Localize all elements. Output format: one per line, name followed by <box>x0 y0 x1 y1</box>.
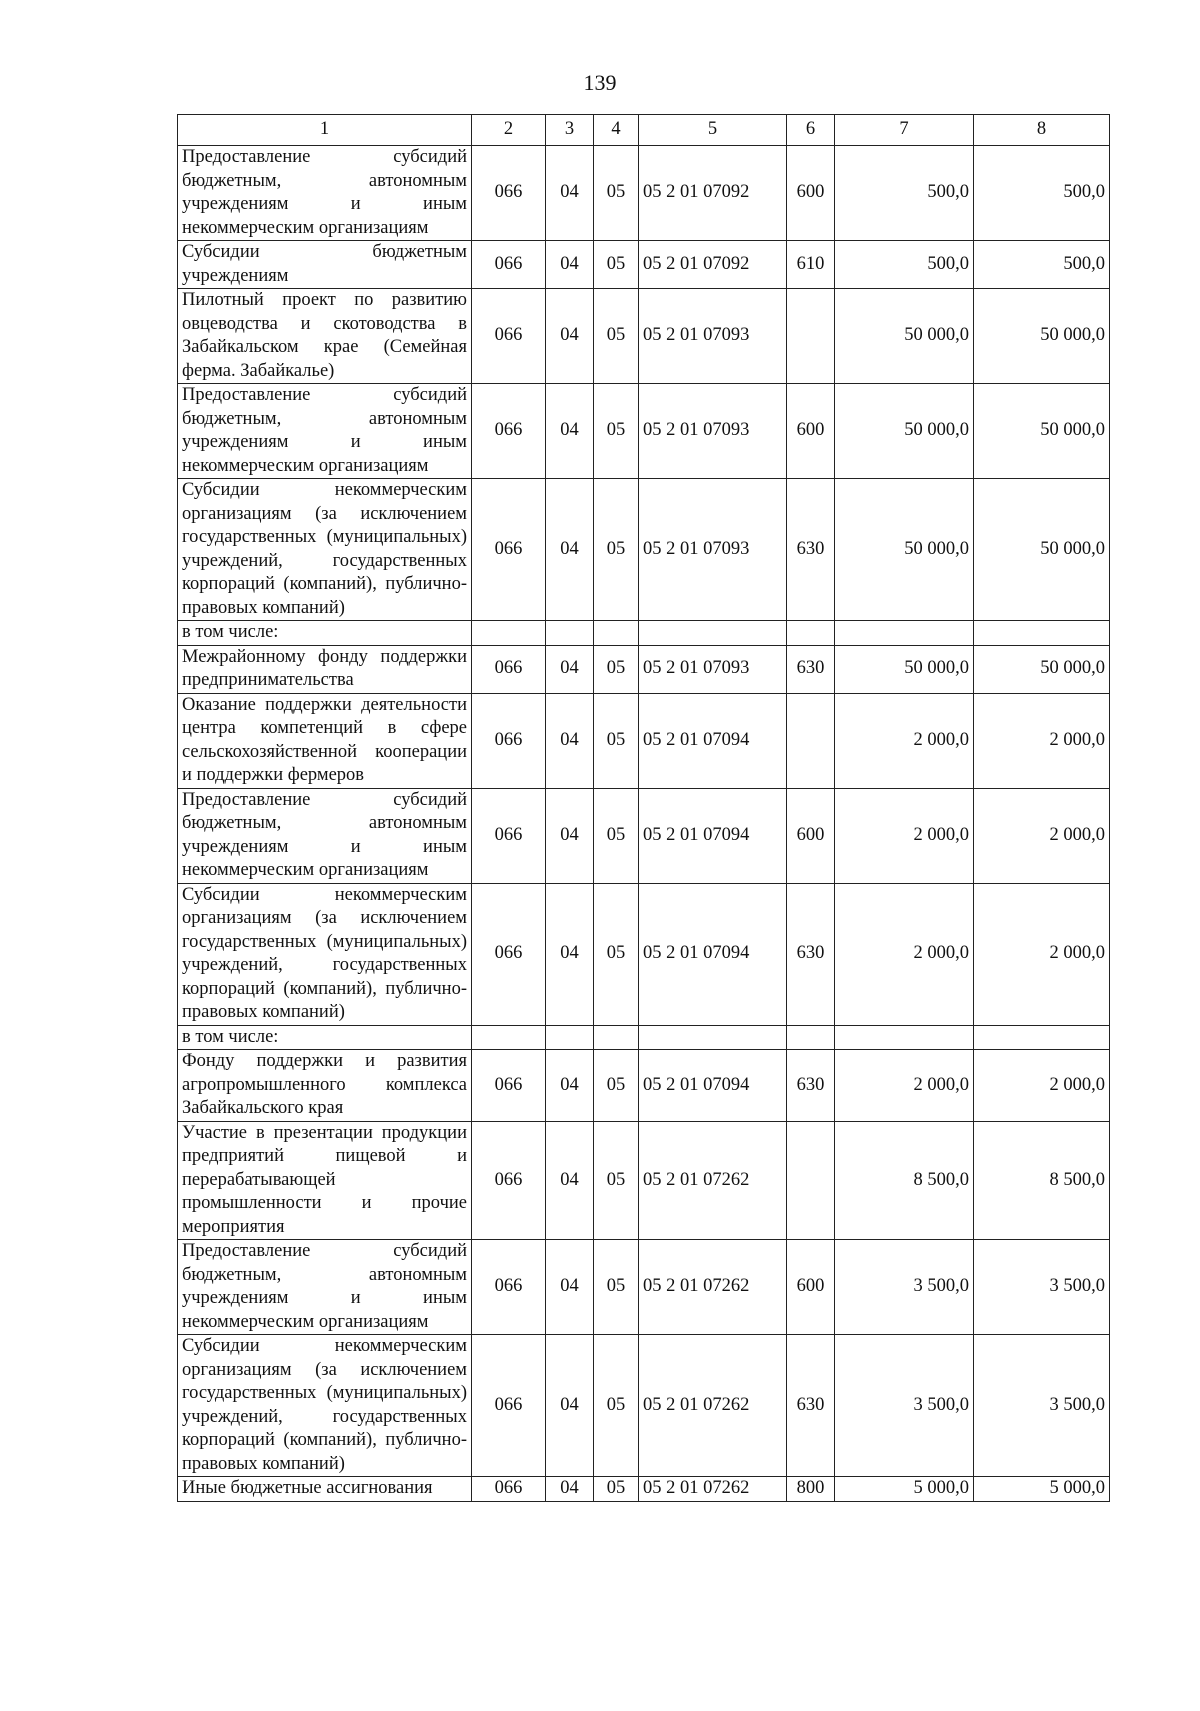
cell-ministry: 066 <box>472 1121 546 1240</box>
table-row <box>178 146 1110 241</box>
cell-sum-1: 8 500,0 <box>835 1121 974 1240</box>
cell-subsection: 05 <box>594 146 639 241</box>
cell-subsection: 05 <box>594 1477 639 1502</box>
cell-name: в том числе: <box>178 621 472 646</box>
cell-subsection: 05 <box>594 1335 639 1477</box>
cell-section: 04 <box>546 693 594 788</box>
cell-article: 05 2 01 07093 <box>639 645 787 693</box>
table-row <box>178 289 1110 384</box>
cell-section: 04 <box>546 1240 594 1335</box>
table-row <box>178 1240 1110 1335</box>
cell-sum-1: 50 000,0 <box>835 645 974 693</box>
cell-subsection: 05 <box>594 788 639 883</box>
cell-kind: 610 <box>787 241 835 289</box>
cell-sum-2: 2 000,0 <box>974 1050 1110 1122</box>
cell-subsection: 05 <box>594 693 639 788</box>
cell-kind: 630 <box>787 645 835 693</box>
table-row <box>178 621 1110 646</box>
cell-sum-2: 2 000,0 <box>974 883 1110 1025</box>
cell-kind <box>787 693 835 788</box>
cell-sum-1: 2 000,0 <box>835 693 974 788</box>
cell-ministry: 066 <box>472 693 546 788</box>
cell-name: Участие в презентации продукции предприятий пищевой и перерабатывающей промышленности и прочие мероприятия <box>178 1121 472 1240</box>
table-body <box>178 146 1110 1502</box>
cell-kind: 600 <box>787 146 835 241</box>
cell-section: 04 <box>546 645 594 693</box>
cell-sum-2: 2 000,0 <box>974 788 1110 883</box>
cell-section: 04 <box>546 1335 594 1477</box>
cell-kind: 630 <box>787 1050 835 1122</box>
cell-section: 04 <box>546 241 594 289</box>
cell-sum-1: 2 000,0 <box>835 1050 974 1122</box>
table-row <box>178 693 1110 788</box>
cell-article <box>639 621 787 646</box>
cell-ministry: 066 <box>472 241 546 289</box>
cell-sum-1 <box>835 621 974 646</box>
cell-sum-1 <box>835 1025 974 1050</box>
cell-name: Фонду поддержки и развития агропромышленного комплекса Забайкальского края <box>178 1050 472 1122</box>
cell-name: Межрайонному фонду поддержки предпринимательства <box>178 645 472 693</box>
cell-sum-1: 50 000,0 <box>835 384 974 479</box>
cell-subsection: 05 <box>594 645 639 693</box>
cell-sum-2: 2 000,0 <box>974 693 1110 788</box>
cell-article: 05 2 01 07094 <box>639 788 787 883</box>
cell-sum-2: 50 000,0 <box>974 289 1110 384</box>
cell-name: Субсидии некоммерческим организациям (за исключением государственных (муниципальных) учреждений, государственных корпораций (компаний), публично-правовых компаний) <box>178 479 472 621</box>
cell-section: 04 <box>546 289 594 384</box>
table-row <box>178 1025 1110 1050</box>
cell-sum-2: 50 000,0 <box>974 384 1110 479</box>
cell-name: Предоставление субсидий бюджетным, автономным учреждениям и иным некоммерческим организациям <box>178 1240 472 1335</box>
cell-sum-1: 500,0 <box>835 241 974 289</box>
column-header-1: 1 <box>178 115 472 146</box>
cell-ministry: 066 <box>472 384 546 479</box>
cell-article: 05 2 01 07093 <box>639 289 787 384</box>
cell-article: 05 2 01 07093 <box>639 479 787 621</box>
cell-kind: 800 <box>787 1477 835 1502</box>
cell-subsection: 05 <box>594 1121 639 1240</box>
cell-subsection: 05 <box>594 1240 639 1335</box>
cell-kind <box>787 1121 835 1240</box>
table-row <box>178 479 1110 621</box>
cell-subsection: 05 <box>594 289 639 384</box>
cell-ministry: 066 <box>472 1477 546 1502</box>
table-row <box>178 384 1110 479</box>
cell-kind <box>787 1025 835 1050</box>
cell-ministry: 066 <box>472 1240 546 1335</box>
cell-ministry: 066 <box>472 883 546 1025</box>
cell-subsection: 05 <box>594 883 639 1025</box>
column-header-6: 6 <box>787 115 835 146</box>
cell-ministry: 066 <box>472 146 546 241</box>
table-row <box>178 1335 1110 1477</box>
cell-name: Иные бюджетные ассигнования <box>178 1477 472 1502</box>
table-row <box>178 1477 1110 1502</box>
cell-section: 04 <box>546 479 594 621</box>
column-header-2: 2 <box>472 115 546 146</box>
cell-name: Субсидии некоммерческим организациям (за исключением государственных (муниципальных) учреждений, государственных корпораций (компаний), публично-правовых компаний) <box>178 1335 472 1477</box>
cell-kind <box>787 289 835 384</box>
cell-section: 04 <box>546 883 594 1025</box>
cell-subsection <box>594 1025 639 1050</box>
cell-sum-1: 3 500,0 <box>835 1240 974 1335</box>
cell-name: Субсидии некоммерческим организациям (за исключением государственных (муниципальных) учреждений, государственных корпораций (компаний), публично-правовых компаний) <box>178 883 472 1025</box>
budget-table <box>177 114 1110 1502</box>
cell-sum-2 <box>974 1025 1110 1050</box>
cell-subsection <box>594 621 639 646</box>
header-row <box>178 115 1110 146</box>
cell-section: 04 <box>546 384 594 479</box>
cell-section: 04 <box>546 1121 594 1240</box>
cell-subsection: 05 <box>594 384 639 479</box>
cell-ministry: 066 <box>472 1335 546 1477</box>
cell-name: Предоставление субсидий бюджетным, автономным учреждениям и иным некоммерческим организациям <box>178 146 472 241</box>
cell-sum-2: 50 000,0 <box>974 479 1110 621</box>
cell-ministry: 066 <box>472 1050 546 1122</box>
cell-sum-2: 8 500,0 <box>974 1121 1110 1240</box>
cell-name: Пилотный проект по развитию овцеводства и скотоводства в Забайкальском крае (Семейная ферма. Забайкалье) <box>178 289 472 384</box>
column-header-5: 5 <box>639 115 787 146</box>
cell-sum-2: 500,0 <box>974 146 1110 241</box>
cell-section: 04 <box>546 1050 594 1122</box>
cell-article: 05 2 01 07093 <box>639 384 787 479</box>
table-row <box>178 645 1110 693</box>
cell-section <box>546 621 594 646</box>
cell-subsection: 05 <box>594 1050 639 1122</box>
cell-sum-1: 500,0 <box>835 146 974 241</box>
cell-kind: 630 <box>787 1335 835 1477</box>
cell-article: 05 2 01 07262 <box>639 1477 787 1502</box>
cell-sum-2 <box>974 621 1110 646</box>
cell-article: 05 2 01 07262 <box>639 1121 787 1240</box>
column-header-3: 3 <box>546 115 594 146</box>
cell-ministry: 066 <box>472 788 546 883</box>
cell-name: Субсидии бюджетным учреждениям <box>178 241 472 289</box>
cell-section: 04 <box>546 788 594 883</box>
cell-sum-1: 50 000,0 <box>835 289 974 384</box>
cell-kind: 630 <box>787 479 835 621</box>
cell-ministry: 066 <box>472 479 546 621</box>
cell-article: 05 2 01 07092 <box>639 241 787 289</box>
cell-subsection: 05 <box>594 241 639 289</box>
table-row <box>178 883 1110 1025</box>
cell-sum-2: 3 500,0 <box>974 1335 1110 1477</box>
cell-sum-1: 2 000,0 <box>835 883 974 1025</box>
table-row <box>178 1121 1110 1240</box>
cell-name: в том числе: <box>178 1025 472 1050</box>
cell-name: Оказание поддержки деятельности центра компетенций в сфере сельскохозяйственной кооперации и поддержки фермеров <box>178 693 472 788</box>
page-number: 139 <box>583 70 617 95</box>
cell-name: Предоставление субсидий бюджетным, автономным учреждениям и иным некоммерческим организациям <box>178 788 472 883</box>
cell-subsection: 05 <box>594 479 639 621</box>
cell-ministry: 066 <box>472 645 546 693</box>
cell-kind <box>787 621 835 646</box>
cell-article: 05 2 01 07092 <box>639 146 787 241</box>
cell-article: 05 2 01 07094 <box>639 1050 787 1122</box>
cell-article: 05 2 01 07262 <box>639 1335 787 1477</box>
table-row <box>178 241 1110 289</box>
cell-ministry: 066 <box>472 289 546 384</box>
cell-section <box>546 1025 594 1050</box>
table-row <box>178 788 1110 883</box>
cell-ministry <box>472 621 546 646</box>
cell-article: 05 2 01 07094 <box>639 693 787 788</box>
cell-sum-2: 5 000,0 <box>974 1477 1110 1502</box>
cell-kind: 630 <box>787 883 835 1025</box>
cell-kind: 600 <box>787 384 835 479</box>
cell-sum-1: 3 500,0 <box>835 1335 974 1477</box>
column-header-7: 7 <box>835 115 974 146</box>
cell-sum-2: 50 000,0 <box>974 645 1110 693</box>
cell-sum-1: 2 000,0 <box>835 788 974 883</box>
cell-section: 04 <box>546 1477 594 1502</box>
cell-section: 04 <box>546 146 594 241</box>
cell-name: Предоставление субсидий бюджетным, автономным учреждениям и иным некоммерческим организациям <box>178 384 472 479</box>
cell-sum-2: 3 500,0 <box>974 1240 1110 1335</box>
cell-article: 05 2 01 07094 <box>639 883 787 1025</box>
cell-sum-1: 5 000,0 <box>835 1477 974 1502</box>
table-row <box>178 1050 1110 1122</box>
cell-sum-2: 500,0 <box>974 241 1110 289</box>
cell-kind: 600 <box>787 1240 835 1335</box>
cell-kind: 600 <box>787 788 835 883</box>
cell-article: 05 2 01 07262 <box>639 1240 787 1335</box>
cell-article <box>639 1025 787 1050</box>
column-header-4: 4 <box>594 115 639 146</box>
cell-sum-1: 50 000,0 <box>835 479 974 621</box>
cell-ministry <box>472 1025 546 1050</box>
column-header-8: 8 <box>974 115 1110 146</box>
